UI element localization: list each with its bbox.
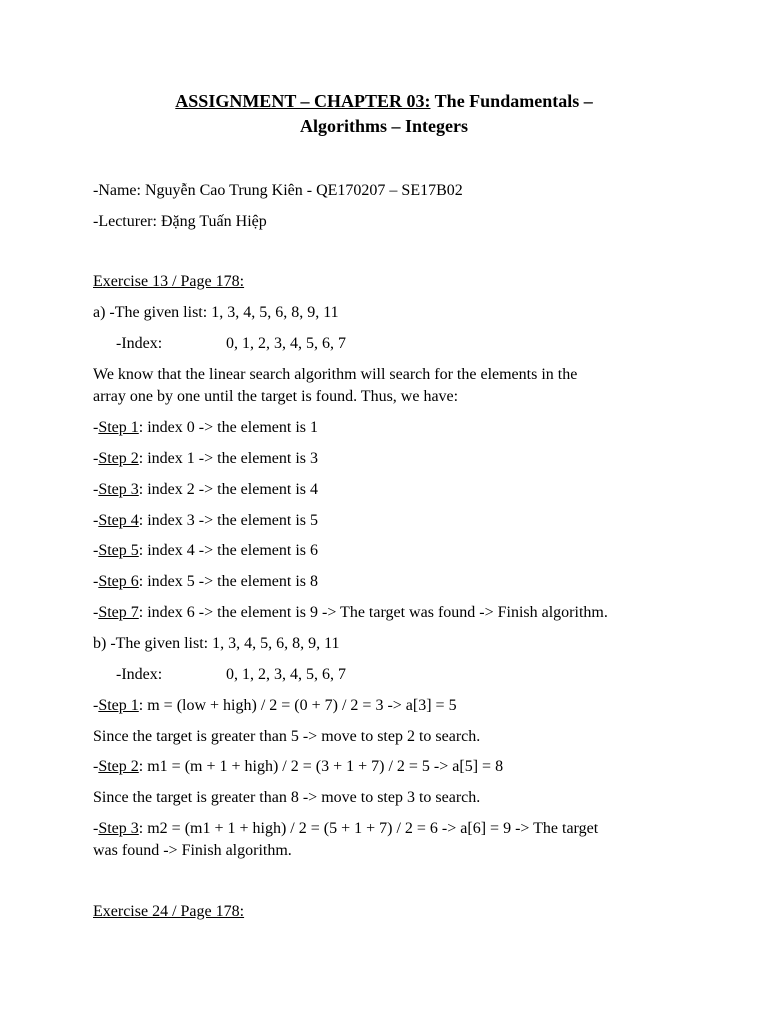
step-label: Step 7 [98,604,139,621]
step-label: Step 2 [98,450,139,467]
part-b-given-list: b) -The given list: 1, 3, 4, 5, 6, 8, 9, 11 [93,635,340,652]
binary-step-3-continuation: was found -> Finish algorithm. [93,842,292,859]
step-label: Step 1 [98,697,139,714]
step-label: Step 5 [98,542,139,559]
step-text: : index 2 -> the element is 4 [138,481,318,498]
step-text: : index 0 -> the element is 1 [138,419,318,436]
binary-step-2: -Step 2: m1 = (m + 1 + high) / 2 = (3 + 1 + 7) / 2 = 5 -> a[5] = 8 [93,758,504,775]
part-a-index-row [116,334,346,354]
linear-step: -Step 4: index 3 -> the element is 5 [93,512,318,529]
part-a-given-list: a) -The given list: 1, 3, 4, 5, 6, 8, 9, 11 [93,304,339,321]
step-label: Step 2 [98,758,139,775]
step-text: : index 6 -> the element is 9 -> The target was found -> Finish algorithm. [138,604,608,621]
part-b-index-row [116,665,346,685]
step-text: : m = (low + high) / 2 = (0 + 7) / 2 = 3 -> a[3] = 5 [138,697,457,714]
step-text: : m1 = (m + 1 + high) / 2 = (3 + 1 + 7) / 2 = 5 -> a[5] = 8 [138,758,504,775]
binary-since-2: Since the target is greater than 8 -> move to step 3 to search. [93,789,481,806]
title-topic: The Fundamentals – [430,91,593,111]
title-line-1 [0,90,768,112]
linear-step: -Step 3: index 2 -> the element is 4 [93,481,318,498]
binary-step-3: -Step 3: m2 = (m1 + 1 + high) / 2 = (5 + 1 + 7) / 2 = 6 -> a[6] = 9 -> The target [93,820,599,837]
step-text: : index 1 -> the element is 3 [138,450,318,467]
binary-since-1: Since the target is greater than 5 -> move to step 2 to search. [93,728,481,745]
step-label: Step 3 [98,481,139,498]
linear-search-explanation-2: array one by one until the target is found. Thus, we have: [93,388,459,405]
exercise-24-heading: Exercise 24 / Page 178: [93,903,245,920]
linear-step: -Step 7: index 6 -> the element is 9 -> The target was found -> Finish algorithm. [93,604,608,621]
index-label: -Index: [116,335,163,352]
linear-search-explanation-1: We know that the linear search algorithm will search for the elements in the [93,366,578,383]
index-values: 0, 1, 2, 3, 4, 5, 6, 7 [226,666,346,683]
exercise-13-heading: Exercise 13 / Page 178: [93,273,245,290]
linear-step: -Step 2: index 1 -> the element is 3 [93,450,318,467]
step-text: : m2 = (m1 + 1 + high) / 2 = (5 + 1 + 7) / 2 = 6 -> a[6] = 9 -> The target [138,820,599,837]
linear-step: -Step 1: index 0 -> the element is 1 [93,419,318,436]
linear-step: -Step 6: index 5 -> the element is 8 [93,573,318,590]
binary-step-1: -Step 1: m = (low + high) / 2 = (0 + 7) / 2 = 3 -> a[3] = 5 [93,697,457,714]
step-label: Step 4 [98,512,139,529]
index-label: -Index: [116,666,163,683]
title-line-2: Algorithms – Integers [300,116,468,136]
index-values: 0, 1, 2, 3, 4, 5, 6, 7 [226,335,346,352]
step-text: : index 5 -> the element is 8 [138,573,318,590]
step-text: : index 4 -> the element is 6 [138,542,318,559]
student-name: -Name: Nguyễn Cao Trung Kiên - QE170207 – SE17B02 [93,182,463,199]
linear-step: -Step 5: index 4 -> the element is 6 [93,542,318,559]
title-chapter: ASSIGNMENT – CHAPTER 03: [175,91,431,111]
step-text: : index 3 -> the element is 5 [138,512,318,529]
lecturer-name: -Lecturer: Đặng Tuấn Hiệp [93,213,267,230]
step-label: Step 6 [98,573,139,590]
step-label: Step 1 [98,419,139,436]
step-label: Step 3 [98,820,139,837]
